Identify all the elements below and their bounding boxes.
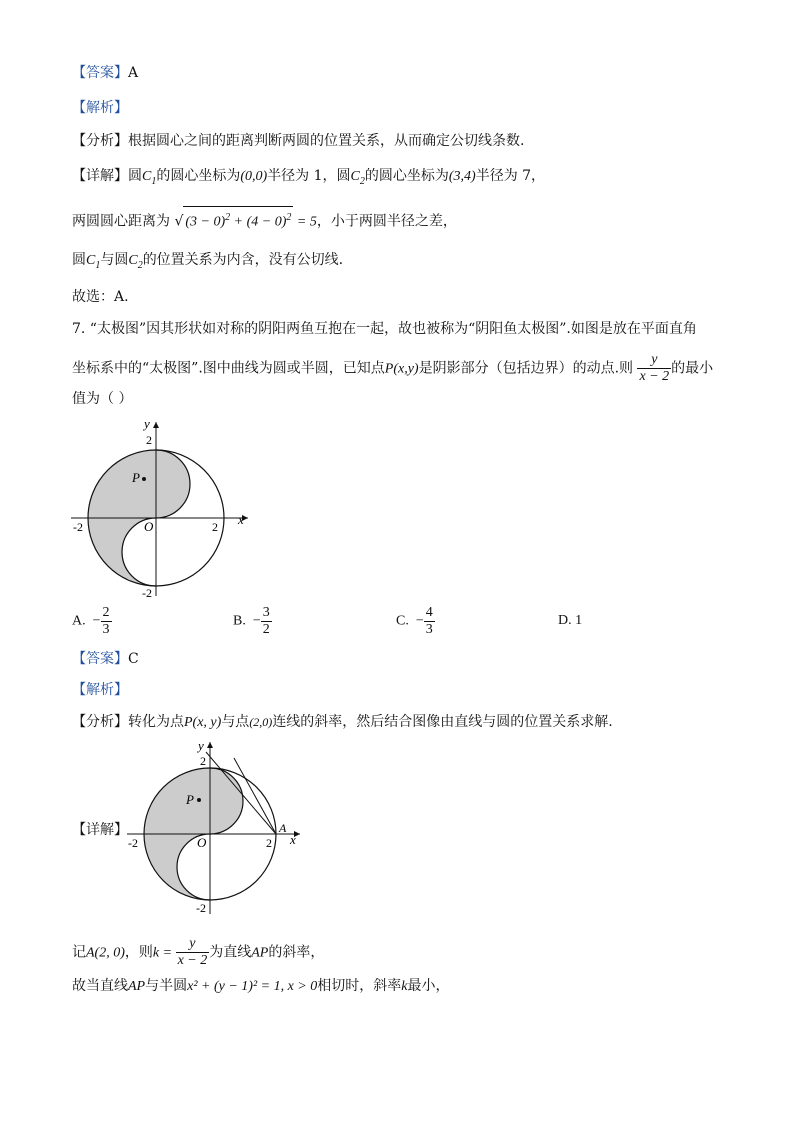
taiji-figure-2 <box>122 738 312 918</box>
c1-label: $C_1$ <box>142 169 157 187</box>
svg-text:x: x <box>290 832 296 847</box>
point-p-dot-2 <box>197 798 201 802</box>
sqrt-expression: √ $(3 - 0)^2 + (4 - 0)^2$ <box>174 206 293 233</box>
point-p: P(x,y) <box>384 361 419 377</box>
answer-tag: 【答案】 <box>72 65 128 81</box>
q7-line1: 7. “太极图”因其形状如对称的阴阳两鱼互抱在一起，故也被称为“阴阳鱼太极图”.如图是放在平面直角 <box>72 321 697 337</box>
q7-note-line: 记A(2, 0)，则k = $\frac{y}{x - 2}$ 为直线AP的斜率， <box>72 936 325 968</box>
c2-label: $C_2$ <box>350 169 365 187</box>
tick-y-neg: -2 <box>142 586 152 600</box>
q6-relation-line: 圆$C_1$与圆$C_2$的位置关系为内含，没有公切线. <box>72 252 344 271</box>
svg-text:2: 2 <box>266 836 272 850</box>
svg-text:2: 2 <box>200 754 206 768</box>
c2-center: (3,4) <box>448 169 476 184</box>
x-axis-label: x <box>238 512 244 527</box>
svg-text:P: P <box>186 792 194 807</box>
q6-answer-value: A <box>128 65 139 81</box>
q6-fenxi-text: 根据圆心之间的距离判断两圆的位置关系，从而确定公切线条数. <box>128 133 525 149</box>
option-d[interactable]: D. 1 <box>558 613 583 628</box>
tick-y-pos: 2 <box>146 433 152 447</box>
q7-fraction: $\frac{y}{x - 2}$ <box>639 352 670 384</box>
point-p-dot <box>142 477 146 481</box>
y-axis-label: y <box>144 418 150 431</box>
tick-x-neg: -2 <box>73 520 83 534</box>
q7-answer-value: C <box>128 651 139 667</box>
q6-analysis-tag: 【解析】 <box>72 100 128 116</box>
tick-x-pos: 2 <box>212 520 218 534</box>
q7-fenxi-line: 【分析】转化为点P(x, y)与点(2,0)连线的斜率，然后结合图像由直线与圆的位置关系求解. <box>72 714 613 730</box>
option-a[interactable]: A. − $\frac{2}{3}$ <box>72 605 110 637</box>
q6-fenxi-line: 【分析】根据圆心之间的距离判断两圆的位置关系，从而确定公切线条数. <box>72 133 525 149</box>
origin-label: O <box>144 519 154 534</box>
q7-answer-line: 【答案】C <box>72 651 139 667</box>
q6-distance-line: 两圆圆心距离为 √ $(3 - 0)^2 + (4 - 0)^2 = 5$，小于两圆半径之差， <box>72 206 457 233</box>
q6-choose-line: 故选：A. <box>72 289 129 305</box>
option-b[interactable]: B. − $\frac{3}{2}$ <box>233 605 270 637</box>
taiji-figure-1 <box>66 418 256 600</box>
q6-detail-line: 【详解】圆$C_1$的圆心坐标为(0,0)半径为 1，圆$C_2$的圆心坐标为(3,4)半径为 7， <box>72 168 546 187</box>
p-label: P <box>132 470 140 485</box>
q7-line3: 值为（ ） <box>72 391 133 407</box>
q7-analysis-tag: 【解析】 <box>72 682 128 698</box>
q7-last-line: 故当直线AP与半圆x² + (y − 1)² = 1, x > 0相切时，斜率k最小， <box>72 978 450 994</box>
svg-text:O: O <box>197 835 207 850</box>
svg-text:y: y <box>198 738 204 753</box>
option-c[interactable]: C. − $\frac{4}{3}$ <box>396 605 433 637</box>
svg-text:-2: -2 <box>196 901 206 915</box>
q7-line2: 坐标系中的“太极图”.图中曲线为圆或半圆，已知点P(x,y)是阴影部分（包括边界）的动点.则 $\frac{y}{x - 2}$ 的最小 <box>72 352 714 384</box>
c1-center: (0,0) <box>240 169 268 184</box>
svg-text:-2: -2 <box>128 836 138 850</box>
q6-answer-line <box>72 63 138 83</box>
a-label: A <box>279 821 287 835</box>
q7-detail-tag: 【详解】 <box>72 822 128 838</box>
